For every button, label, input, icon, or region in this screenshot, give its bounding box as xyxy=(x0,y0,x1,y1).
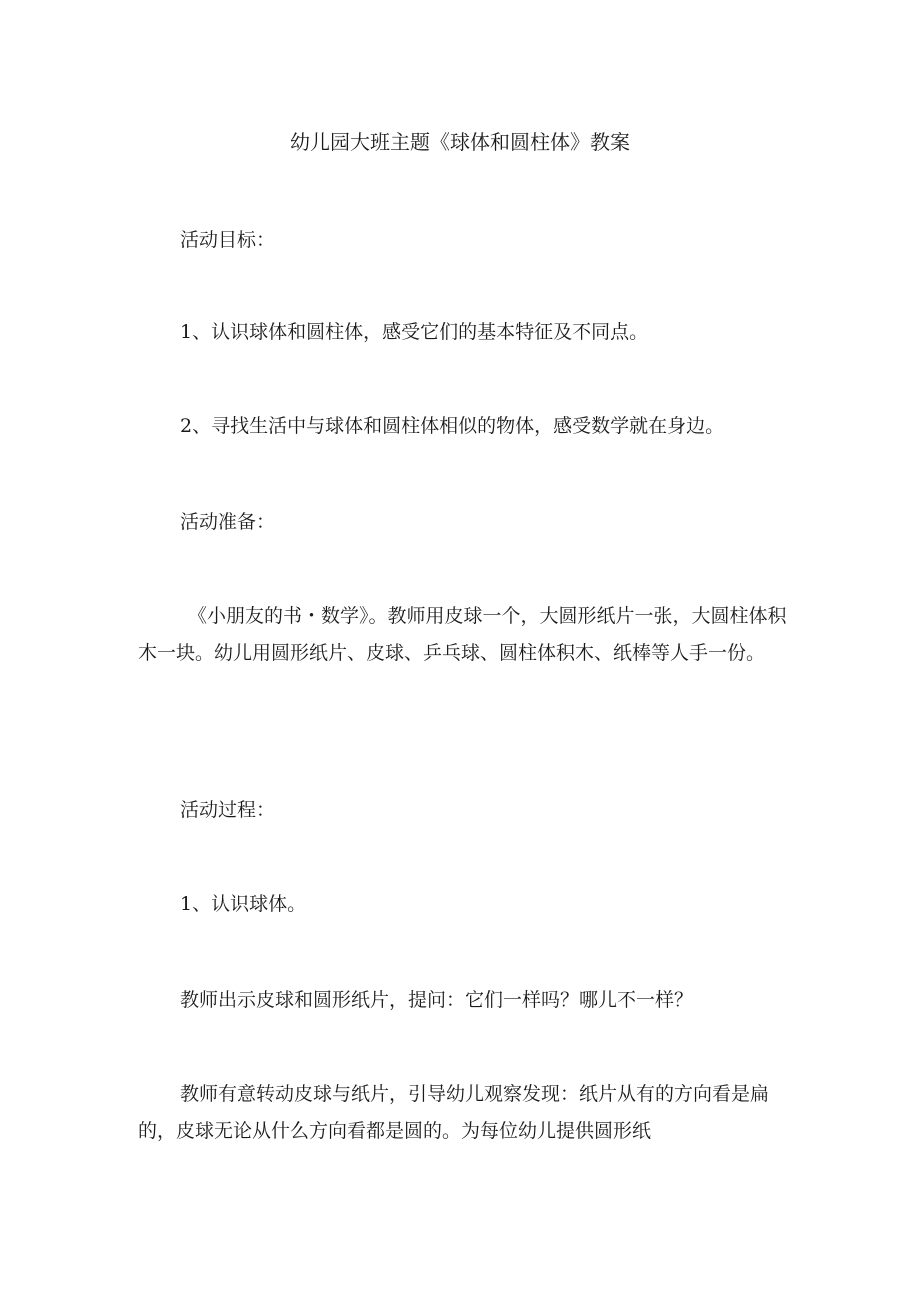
document-title: 幼儿园大班主题《球体和圆柱体》教案 xyxy=(290,130,630,154)
process-paragraph-2: 教师有意转动皮球与纸片，引导幼儿观察发现：纸片从有的方向看是扁的，皮球无论从什么方向看都是圆的。为每位幼儿提供圆形纸 xyxy=(138,1083,770,1142)
heading-activity-goals: 活动目标： xyxy=(180,229,276,251)
process-step-1: 1、认识球体。 xyxy=(180,893,307,915)
preparation-paragraph: 《小朋友的书・数学》。教师用皮球一个，大圆形纸片一张，大圆柱体积木一块。幼儿用圆形纸片、皮球、乒乓球、圆柱体积木、纸棒等人手一份。 xyxy=(138,605,787,664)
process-paragraph-1: 教师出示皮球和圆形纸片，提问：它们一样吗？哪儿不一样？ xyxy=(180,989,694,1011)
goal-item-1: 1、认识球体和圆柱体，感受它们的基本特征及不同点。 xyxy=(180,321,649,343)
heading-activity-process: 活动过程： xyxy=(180,799,276,821)
goal-item-2: 2、寻找生活中与球体和圆柱体相似的物体，感受数学就在身边。 xyxy=(180,415,725,437)
heading-activity-preparation: 活动准备： xyxy=(180,511,276,533)
